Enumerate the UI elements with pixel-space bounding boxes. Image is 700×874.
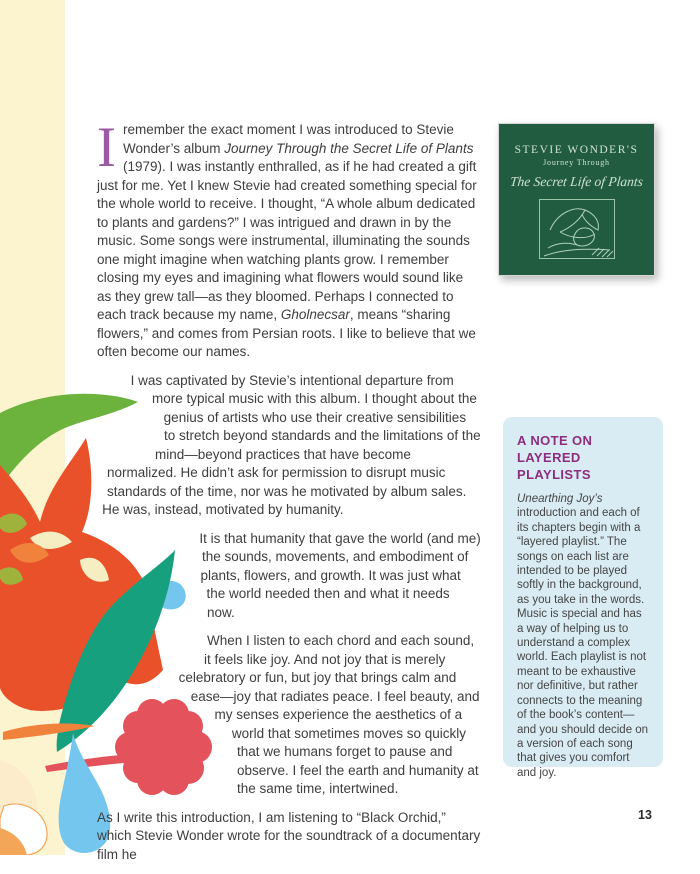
album-cover bbox=[498, 123, 655, 276]
album-title-script: The Secret Life of Plants bbox=[509, 174, 644, 189]
body-text-column bbox=[97, 116, 481, 874]
paragraph-4: When I listen to each chord and each sound, it feels like joy. And not joy that is merely celebratory or fun, but joy that brings calm and ease—joy that radiates peace. I feel beauty, and my senses experience the aesthetics of a world that sometimes moves so quickly that we humans forget to pause and observe. I feel the earth and humanity at the same time, intertwined. bbox=[178, 633, 480, 796]
paragraph-1-text: remember the exact moment I was introduced to Stevie Wonder’s album bbox=[122, 122, 454, 156]
album-flower-drawing bbox=[539, 199, 615, 259]
paragraph-3: It is that humanity that gave the world (and me) the sounds, movements, and embodiment of plants, flowers, and growth. It was just what the world needed then and what it needs now. bbox=[199, 530, 481, 620]
paragraph-1-text: , means “sharing flowers,” and comes from Persian roots. I like to believe that we often become our names. bbox=[97, 307, 476, 359]
book-title-italic: Unearthing Joy’s bbox=[517, 493, 603, 505]
note-title bbox=[517, 432, 649, 483]
paragraph-1 bbox=[97, 116, 481, 362]
paragraph-5: As I write this introduction, I am listening to “Black Orchid,” which Stevie Wonder wrote for the soundtrack of a documentary film he bbox=[97, 809, 481, 862]
note-body bbox=[517, 492, 649, 780]
note-title-line1: A NOTE ON bbox=[517, 433, 593, 448]
album-title-italic: Journey Through the Secret Life of Plants bbox=[224, 140, 474, 156]
paragraph-2: I was captivated by Stevie’s intentional departure from more typical music with this album. I thought about the genius of artists who use their creative sensibilities to stretch beyond standards and the limitations of the mind—beyond practices that have become normalized. He didn’t ask for permission to disrupt music standards of the time, nor was he motivated by album sales. He was, instead, motivated by humanity. bbox=[102, 372, 481, 517]
album-subtitle: Journey Through bbox=[543, 158, 610, 167]
album-artist-name: STEVIE WONDER'S bbox=[514, 144, 639, 156]
drop-cap: I bbox=[97, 116, 116, 179]
layered-playlists-note bbox=[503, 417, 663, 779]
page-number: 13 bbox=[638, 808, 652, 822]
paragraph-1-text: (1979). I was instantly enthralled, as if he had created a gift just for me. Yet I knew Stevie had created something special for the whole world to receive. I thought, “A whole album dedicated to plants and gardens?” I was intrigued and drawn in by the music. Some songs were instrumental, illuminating the sounds one might imagine when watching plants grow. I remember closing my eyes and imagining what flowers would sound like as they grew tall—as they bloomed. Perhaps I connected to each track because my name, bbox=[97, 159, 477, 322]
author-name-italic: Gholnecsar bbox=[280, 307, 350, 322]
note-body-text: introduction and each of its chapters begin with a “layered playlist.” The songs on each list are intended to be played softly in the background, as you take in the words. Music is special and has a way of helping us to understand a complex world. Each playlist is not meant to be exhaustive nor definitive, but rather connects to the meaning of the book’s content—and you should decide on a version of each song that gives you comfort and joy. bbox=[517, 507, 649, 779]
note-title-line2: LAYERED PLAYLISTS bbox=[517, 450, 591, 482]
